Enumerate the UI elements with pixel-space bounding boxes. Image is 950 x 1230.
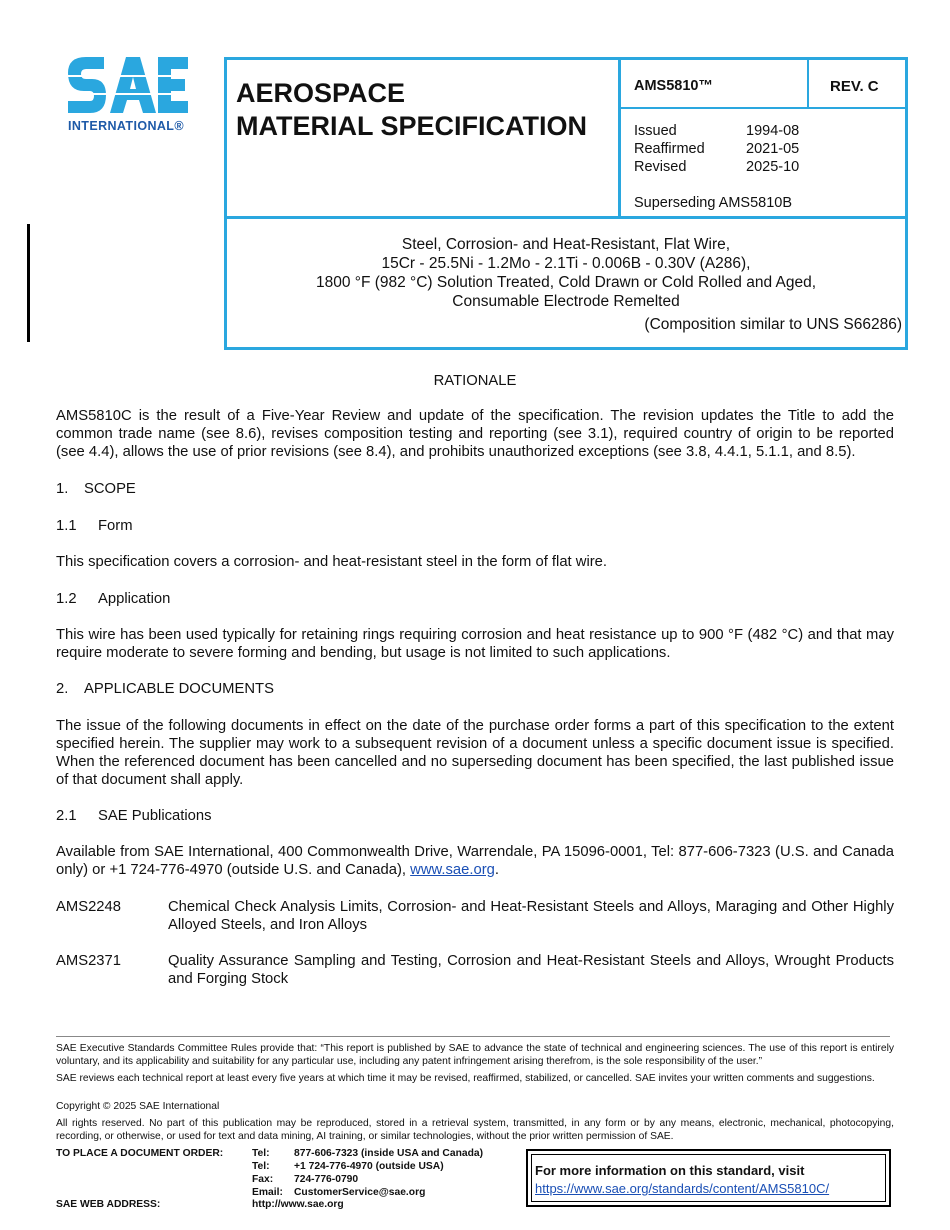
section-1-2-heading: 1.2 Application <box>56 591 171 607</box>
contact-fax: Fax: 724-776-0790 <box>252 1174 359 1185</box>
section-1-2-text: This wire has been used typically for retaining rings requiring corrosion and heat resistance up to 900 °F (482 °C) and that may require moderate to severe forming and bending, but usage is not limited to such applications. <box>56 627 894 661</box>
web-address-label: SAE WEB ADDRESS: <box>56 1199 161 1210</box>
rationale-heading: RATIONALE <box>433 373 517 389</box>
web-address-value[interactable]: http://www.sae.org <box>252 1199 344 1210</box>
info-box-title: For more information on this standard, visit <box>535 1163 805 1178</box>
contact-email: Email: CustomerService@sae.org <box>252 1187 426 1198</box>
spec-number: AMS5810™ <box>634 78 713 94</box>
info-box <box>526 1149 891 1207</box>
footer-rules-text: SAE Executive Standards Committee Rules provide that: “This report is published by SAE to advance the state of technical and engineering sciences. The use of this report is entirely voluntary, and its applicability and suitability for any particular use, including any patent infringement arising therefrom, is the sole responsibility of the user.” <box>56 1043 894 1067</box>
section-2-1-heading: 2.1 SAE Publications <box>56 808 212 824</box>
date-revised: Revised 2025-10 <box>634 159 800 175</box>
document-code: AMS2248 <box>56 899 121 915</box>
document-title: Chemical Check Analysis Limits, Corrosion- and Heat-Resistant Steels and Alloys, Maraging and Other Highly Alloyed Steels, and Iron Alloys <box>168 899 894 933</box>
section-1-heading: 1. SCOPE <box>56 481 136 497</box>
contact-tel-domestic: Tel: 877-606-7323 (inside USA and Canada) <box>252 1148 484 1159</box>
contact-tel-international: Tel: +1 724-776-4970 (outside USA) <box>252 1161 444 1172</box>
document-code: AMS2371 <box>56 953 121 969</box>
footer-copyright: Copyright © 2025 SAE International <box>56 1101 220 1112</box>
section-1-1-text: This specification covers a corrosion- and heat-resistant steel in the form of flat wire. <box>56 554 608 570</box>
date-issued: Issued 1994-08 <box>634 123 800 139</box>
footer-rule <box>56 1036 890 1037</box>
footer-review-text: SAE reviews each technical report at least every five years at which time it may be revised, reaffirmed, stabilized, or cancelled. SAE invites your written comments and suggestions. <box>56 1073 875 1084</box>
standard-page-link[interactable]: https://www.sae.org/standards/content/AMS5810C/ <box>535 1181 830 1196</box>
rationale-text: AMS5810C is the result of a Five-Year Review and update of the specification. The revision updates the Title to add the common trade name (see 8.6), revises composition testing and reporting (see 3.1), required country of origin to be reported (see 4.4), allows the use of prior revisions (see 8.4), and prohibits unauthorized exceptions (see 3.8, 4.4.1, 5.1.1, and 8.5). <box>56 408 894 460</box>
header-divider-vertical <box>618 57 621 218</box>
footer-rights-text: All rights reserved. No part of this publication may be reproduced, stored in a retrieval system, transmitted, in any form or by any means, electronic, mechanical, photocopying, recording, or otherwise, or used for text and data mining, AI training, or similar technologies, without the prior written permission of SAE. <box>56 1118 894 1142</box>
composition-note: (Composition similar to UNS S66286) <box>644 316 902 333</box>
order-label: TO PLACE A DOCUMENT ORDER: <box>56 1148 224 1159</box>
header-divider-rev <box>807 57 809 109</box>
specification-title: Steel, Corrosion- and Heat-Resistant, Flat Wire, 15Cr - 25.5Ni - 1.2Mo - 2.1Ti - 0.006B - 0.30V (A286), 1800 °F (982 °C) Solution Treated, Cold Drawn or Cold Rolled and Aged, Consumable Electrode Remelted <box>315 236 817 310</box>
revision-label: REV. C <box>830 78 879 95</box>
section-2-1-text: Available from SAE International, 400 Commonwealth Drive, Warrendale, PA 15096-0001, Tel: 877-606-7323 (U.S. and Canada only) or +1 724-776-4970 (outside U.S. and Canada), www.sae.org. <box>56 844 894 878</box>
sae-website-link[interactable]: www.sae.org <box>410 862 495 878</box>
section-2-text: The issue of the following documents in effect on the date of the purchase order forms a part of this specification to the extent specified herein. The supplier may work to a subsequent revision of a document unless a specific document issue is specified. When the referenced document has been cancelled and no superseding document has been specified, the last published issue of that document shall apply. <box>56 718 894 788</box>
change-bar <box>27 224 30 342</box>
header-divider-spec <box>618 107 908 109</box>
logo-subtitle: INTERNATIONAL® <box>68 119 184 133</box>
date-reaffirmed: Reaffirmed 2021-05 <box>634 141 800 157</box>
section-1-1-heading: 1.1 Form <box>56 518 133 534</box>
document-type-title: AEROSPACE MATERIAL SPECIFICATION <box>236 78 587 141</box>
superseding-note: Superseding AMS5810B <box>634 195 792 211</box>
document-title: Quality Assurance Sampling and Testing, Corrosion and Heat-Resistant Steels and Alloys, Wrought Products and Forging Stock <box>168 953 894 987</box>
section-2-heading: 2. APPLICABLE DOCUMENTS <box>56 681 274 697</box>
header-divider-horizontal <box>224 216 908 219</box>
